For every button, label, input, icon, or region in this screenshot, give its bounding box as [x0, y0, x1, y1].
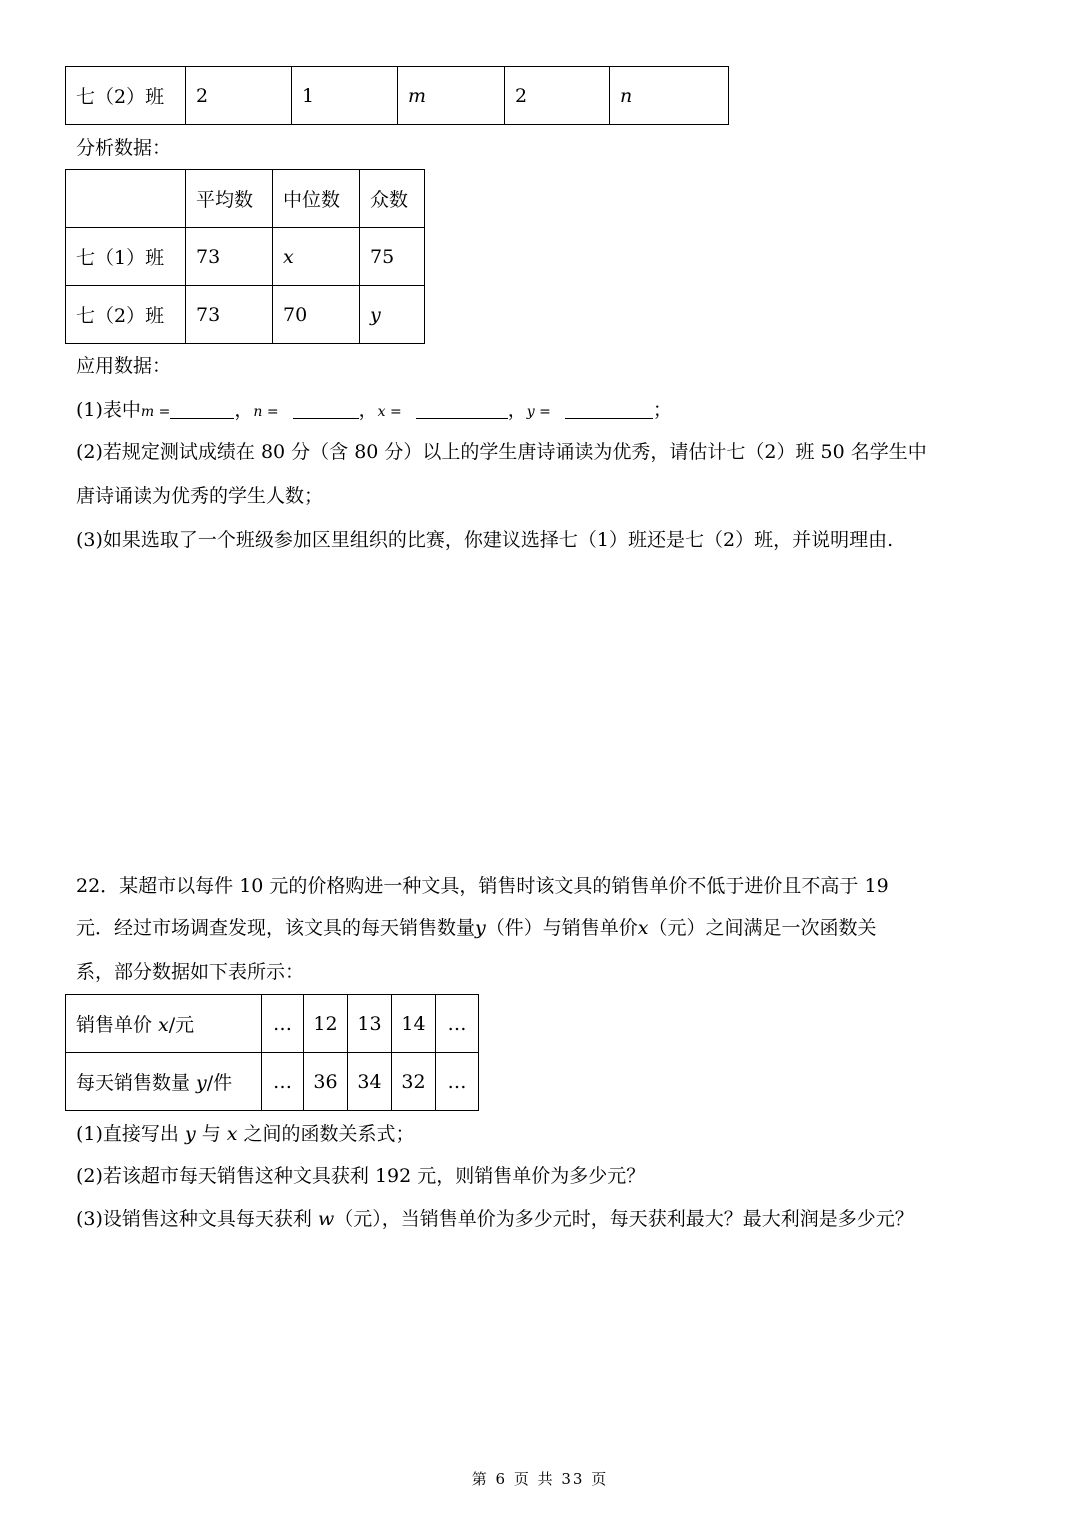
table-row	[66, 1053, 479, 1111]
table-row	[66, 67, 729, 125]
var-y: y	[184, 1123, 196, 1145]
semicolon: ；	[652, 399, 672, 421]
label-text: /元	[168, 1014, 195, 1036]
table-cell: 36	[304, 1053, 348, 1111]
table-cell: 14	[392, 995, 436, 1053]
table-cell: 70	[273, 286, 360, 344]
table-cell: 众数	[360, 170, 425, 228]
table-cell: x	[273, 228, 360, 286]
table-cell: 平均数	[186, 170, 273, 228]
table-cell: 75	[360, 228, 425, 286]
table-row	[66, 286, 425, 344]
q22-text: （元）之间满足一次函数关	[648, 917, 877, 939]
comma: ，	[234, 399, 254, 421]
table-cell: y	[360, 286, 425, 344]
q22-line1: 22．某超市以每件 10 元的价格购进一种文具，销售时该文具的销售单价不低于进价且不高于 19	[76, 875, 889, 897]
table-cell: 七（2）班	[66, 286, 186, 344]
q22-text: （元），当销售单价为多少元时，每天获利最大？最大利润是多少元？	[334, 1208, 914, 1230]
table-cell: 1	[292, 67, 398, 125]
var-x: x	[226, 1123, 238, 1145]
table-cell: 2	[186, 67, 292, 125]
var-y: y	[475, 917, 486, 939]
var-y: y	[196, 1072, 207, 1094]
score-distribution-table	[65, 66, 729, 125]
sales-table	[65, 994, 479, 1111]
label-text: /件	[206, 1072, 233, 1094]
var-x: x	[637, 917, 649, 939]
q21-part3: (3)如果选取了一个班级参加区里组织的比赛，你建议选择七（1）班还是七（2）班，并说明理由.	[76, 529, 894, 551]
label-text: 每天销售数量	[76, 1072, 197, 1094]
q22-text: 之间的函数关系式；	[237, 1123, 415, 1145]
var-w: w	[317, 1208, 335, 1230]
q21-part1	[76, 396, 672, 426]
m-label: m =	[140, 404, 171, 420]
table-cell: 73	[186, 228, 273, 286]
table-header-row	[66, 170, 425, 228]
table-cell: …	[436, 1053, 479, 1111]
comma: ，	[507, 399, 527, 421]
q22-text: 与	[195, 1123, 227, 1145]
q22-text: (3)设销售这种文具每天获利	[76, 1208, 318, 1230]
x-label: x =	[377, 404, 402, 420]
table-cell: …	[262, 1053, 304, 1111]
table-row-label	[66, 1053, 262, 1111]
comma: ，	[358, 399, 378, 421]
analysis-table	[65, 169, 425, 344]
q21-part2-line2: 唐诗诵读为优秀的学生人数；	[76, 485, 324, 507]
n-label: n =	[253, 404, 279, 420]
apply-label: 应用数据：	[76, 355, 172, 377]
table-cell: 七（1）班	[66, 228, 186, 286]
table-cell	[66, 170, 186, 228]
q22-part2: (2)若该超市每天销售这种文具获利 192 元，则销售单价为多少元？	[76, 1165, 646, 1187]
table-row	[66, 228, 425, 286]
table-cell: 32	[392, 1053, 436, 1111]
n-blank	[293, 398, 359, 419]
table-row	[66, 995, 479, 1053]
y-blank	[565, 398, 653, 419]
q22-part1	[76, 1120, 415, 1148]
q22-text: 元．经过市场调查发现，该文具的每天销售数量	[76, 917, 476, 939]
m-blank	[170, 398, 234, 419]
table-cell: …	[436, 995, 479, 1053]
analysis-label: 分析数据：	[76, 137, 172, 159]
table-cell: n	[610, 67, 729, 125]
q22-text: （件）与销售单价	[485, 917, 638, 939]
table-cell: 12	[304, 995, 348, 1053]
y-label: y =	[526, 404, 551, 420]
table-cell: 73	[186, 286, 273, 344]
table-cell: m	[398, 67, 505, 125]
table-cell: 七（2）班	[66, 67, 186, 125]
table-cell: 13	[348, 995, 392, 1053]
table-cell: 34	[348, 1053, 392, 1111]
q22-part3	[76, 1205, 914, 1233]
var-x: x	[158, 1014, 169, 1036]
page-footer: 第 6 页 共 33 页	[471, 1470, 609, 1488]
q22-text: (1)直接写出	[76, 1123, 185, 1145]
q22-line3: 系，部分数据如下表所示：	[76, 961, 305, 983]
table-row-label	[66, 995, 262, 1053]
table-cell: 2	[505, 67, 610, 125]
q21-part2-line1: (2)若规定测试成绩在 80 分（含 80 分）以上的学生唐诗诵读为优秀，请估计七（2）班 50 名学生中	[76, 441, 927, 463]
table-cell: …	[262, 995, 304, 1053]
q22-line2	[76, 914, 877, 942]
q21-part1-prefix: (1)表中	[76, 399, 141, 421]
x-blank	[416, 398, 508, 419]
label-text: 销售单价	[76, 1014, 159, 1036]
table-cell: 中位数	[273, 170, 360, 228]
